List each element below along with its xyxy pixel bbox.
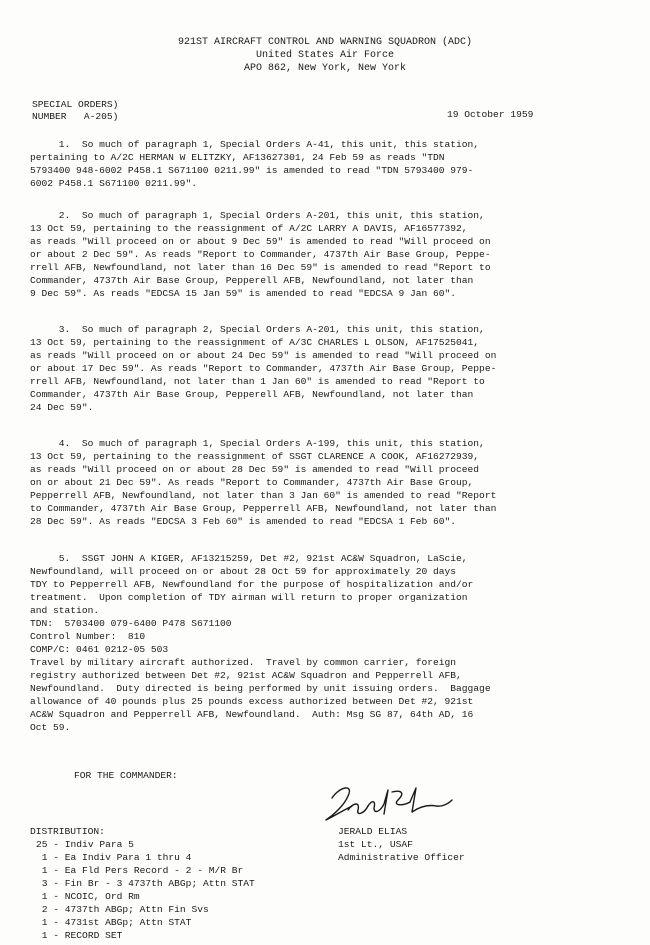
para-5-comp-code: COMP/C: 0461 0212-05 503 (30, 644, 169, 655)
para-4-line: 13 Oct 59, pertaining to the reassignment of SSGT CLARENCE A COOK, AF16272939, (30, 451, 480, 462)
distribution-item: 3 - Fin Br - 3 4737th ABGp; Attn STAT (36, 878, 255, 889)
distribution-item: 1 - Ea Fld Pers Record - 2 - M/R Br (36, 865, 244, 876)
handwritten-signature (318, 780, 458, 830)
para-2-line: rrell AFB, Newfoundland, not later than 16 Dec 59" is amended to read "Report to (30, 262, 491, 273)
para-5-line: allowance of 40 pounds plus 25 pounds excess authorized between Det #2, 921st (30, 696, 474, 707)
service-heading: United States Air Force (255, 50, 395, 61)
para-1-line: 5793400 948-6002 P458.1 S671100 0211.99" is amended to read "TDN 5793400 979- (30, 165, 474, 176)
para-3-line: Commander, 4737th Air Base Group, Pepperell AFB, Newfoundland, not later than (30, 389, 474, 400)
distribution-item: 1 - 4731st ABGp; Attn STAT (36, 917, 192, 928)
para-4-line: 28 Dec 59". As reads "EDCSA 3 Feb 60" is amended to read "EDCSA 1 Feb 60". (30, 516, 457, 527)
para-5-line: treatment. Upon completion of TDY airman will return to proper organization (30, 592, 468, 603)
para-2-line: 2. So much of paragraph 1, Special Orders A-201, this unit, this station, (30, 210, 485, 221)
para-4-line: Pepperrell AFB, Newfoundland, not later than 3 Jan 60" is amended to read "Report (30, 490, 497, 501)
distribution-item: 2 - 4737th ABGp; Attn Fin Svs (36, 904, 209, 915)
para-5-control-number: Control Number: 810 (30, 631, 146, 642)
distribution-item: 1 - RECORD SET (36, 930, 123, 941)
para-5-line: Newfoundland. Duty directed is being performed by unit issuing orders. Baggage (30, 683, 491, 694)
para-3-line: 13 Oct 59, pertaining to the reassignment of A/3C CHARLES L OLSON, AF17525041, (30, 337, 480, 348)
distribution-item: 1 - Ea Indiv Para 1 thru 4 (36, 852, 192, 863)
para-1-line: 1. So much of paragraph 1, Special Orders A-41, this unit, this station, (30, 139, 480, 150)
para-5-line: Travel by military aircraft authorized. Travel by common carrier, foreign (30, 657, 457, 668)
para-1-line: pertaining to A/2C HERMAN W ELITZKY, AF13627301, 24 Feb 59 as reads "TDN (30, 152, 445, 163)
signer-rank: 1st Lt., USAF (338, 839, 413, 850)
para-5-line: 5. SSGT JOHN A KIGER, AF13215259, Det #2, 921st AC&W Squadron, LaScie, (30, 553, 468, 564)
para-4-line: to Commander, 4737th Air Base Group, Pepperrell AFB, Newfoundland, not later than (30, 503, 497, 514)
para-5-tdn: TDN: 5703400 079-6400 P478 S671100 (30, 618, 232, 629)
para-2-line: or about 2 Dec 59". As reads "Report to Commander, 4737th Air Base Group, Peppe- (30, 249, 491, 260)
para-3-line: 24 Dec 59". (30, 402, 94, 413)
para-3-line: or about 17 Dec 59". As reads "Report to Commander, 4737th Air Base Group, Peppe- (30, 363, 497, 374)
para-5-line: Newfoundland, will proceed on or about 28 Oct 59 for approximately 20 days (30, 566, 457, 577)
distribution-item: 25 - Indiv Para 5 (36, 839, 134, 850)
para-3-line: rrell AFB, Newfoundland, not later than 1 Jan 60" is amended to read "Report to (30, 376, 485, 387)
para-4-line: as reads "Will proceed on or about 28 Dec 59" is amended to read "Will proceed (30, 464, 480, 475)
para-2-line: 9 Dec 59". As reads "EDCSA 15 Jan 59" is amended to read "EDCSA 9 Jan 60". (30, 288, 457, 299)
orders-date: 19 October 1959 (447, 109, 534, 120)
para-5-line: Oct 59. (30, 722, 71, 733)
distribution-item: 1 - NCOIC, Ord Rm (36, 891, 140, 902)
para-4-line: on or about 21 Dec 59". As reads "Report to Commander, 4737th Air Base Group, (30, 477, 474, 488)
para-1-line: 6002 P458.1 S671100 0211.99". (30, 178, 197, 189)
para-2-line: as reads "Will proceed on or about 9 Dec 59" is amended to read "Will proceed on (30, 236, 491, 247)
distribution-heading: DISTRIBUTION: (30, 826, 105, 837)
for-the-commander: FOR THE COMMANDER: (74, 770, 178, 781)
para-3-line: 3. So much of paragraph 2, Special Orders A-201, this unit, this station, (30, 324, 485, 335)
para-2-line: 13 Oct 59, pertaining to the reassignment of A/2C LARRY A DAVIS, AF16577392, (30, 223, 468, 234)
para-5-line: TDY to Pepperrell AFB, Newfoundland for the purpose of hospitalization and/or (30, 579, 474, 590)
para-4-line: 4. So much of paragraph 1, Special Orders A-199, this unit, this station, (30, 438, 485, 449)
para-2-line: Commander, 4737th Air Base Group, Pepperell AFB, Newfoundland, not later than (30, 275, 474, 286)
para-5-line: registry authorized between Det #2, 921st AC&W Squadron and Pepperrell AFB, (30, 670, 462, 681)
unit-name-heading: 921ST AIRCRAFT CONTROL AND WARNING SQUADRON (ADC) (177, 37, 473, 48)
orders-title: SPECIAL ORDERS) (32, 99, 119, 110)
para-5-line: and station. (30, 605, 100, 616)
orders-number: NUMBER A-205) (32, 111, 119, 122)
para-5-line: AC&W Squadron and Pepperrell AFB, Newfoundland. Auth: Msg SG 87, 64th AD, 16 (30, 709, 474, 720)
signer-title: Administrative Officer (338, 852, 465, 863)
para-3-line: as reads "Will proceed on or about 24 Dec 59" is amended to read "Will proceed on (30, 350, 497, 361)
signer-name: JERALD ELIAS (338, 826, 408, 837)
address-heading: APO 862, New York, New York (243, 63, 407, 74)
